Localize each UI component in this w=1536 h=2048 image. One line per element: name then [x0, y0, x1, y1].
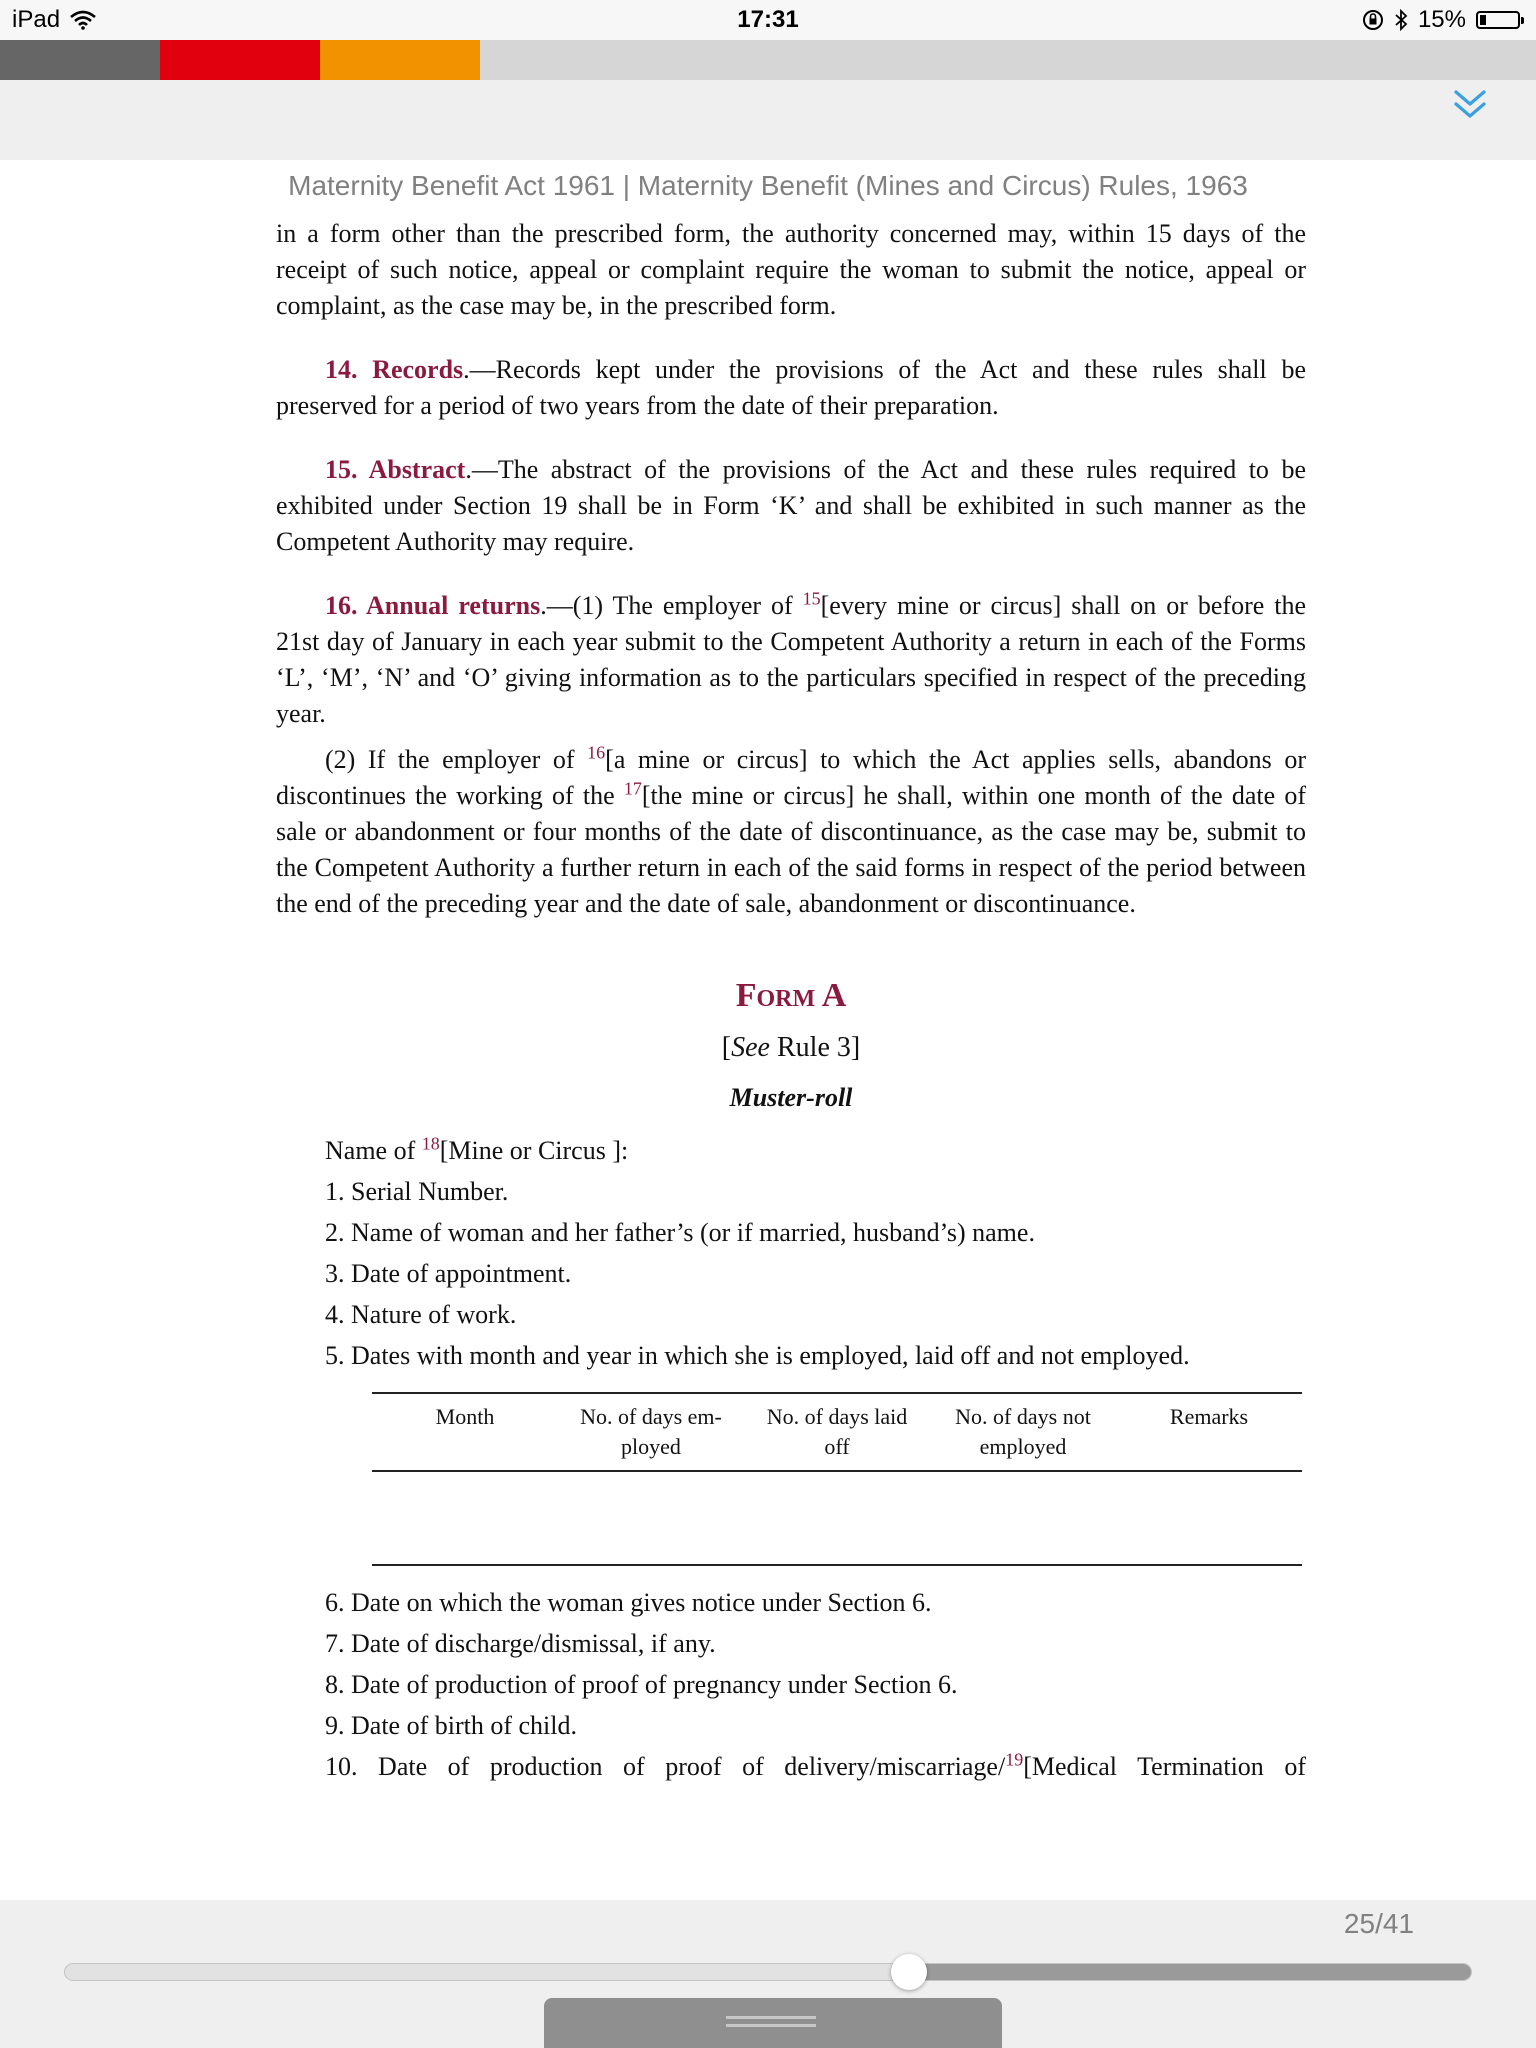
sub2-text-c: [the mine or circus] he shall, within one month of the date of sale or abandonment or four months of the date of discontinuance, as the case may be, submit to the Competent Authority a further return in each of the said forms in respect of the period between the end of the preceding year and the date of sale, abandonment or discontinuance. [276, 781, 1306, 918]
page-scrubber-knob[interactable] [891, 1954, 927, 1990]
form-subtitle: Muster-roll [729, 1083, 853, 1112]
form-items-continued [325, 1582, 1306, 1787]
muster-table-header [372, 1392, 1302, 1472]
muster-table-body [372, 1472, 1302, 1566]
rule-16-heading: 16. Annual returns [325, 591, 541, 620]
form-see-open: [ [721, 1032, 732, 1063]
column-header-month: Month [435, 1404, 495, 1429]
rule-14-text: .—Records kept under the provisions of the Act and these rules shall be preserved for a period of two years from the date of their preparation. [276, 355, 1306, 420]
form-item: 9. Date of birth of child. [325, 1711, 577, 1740]
column-header-days-laid-off: No. of days laid off [766, 1404, 908, 1459]
rule-16-text-a: .—(1) The employer of [540, 591, 803, 620]
form-item: 6. Date on which the woman gives notice under Section 6. [325, 1588, 932, 1617]
item-10-text-a: 10. Date of production of proof of delivery/miscarriage/ [325, 1752, 1006, 1781]
form-items [325, 1130, 1306, 1376]
running-header: Maternity Benefit Act 1961 | Maternity Benefit (Mines and Circus) Rules, 1963 [288, 170, 1248, 201]
form-item-10 [325, 1746, 1306, 1787]
document-content [276, 216, 1306, 1787]
rule-16-subsection-2 [276, 742, 1306, 922]
page-scrubber-fill [910, 1964, 1471, 1980]
paragraph-continuation: in a form other than the prescribed form, the authority concerned may, within 15 days of the receipt of such notice, appeal or complaint require the woman to submit the notice, appeal or complaint, as the case may be, in the prescribed form. [276, 219, 1306, 320]
item-10-text-b: [Medical Termination of [1023, 1752, 1306, 1781]
form-item: 4. Nature of work. [325, 1300, 517, 1329]
form-name-line [325, 1130, 1306, 1171]
form-item: 1. Serial Number. [325, 1177, 509, 1206]
form-item: 5. Dates with month and year in which she is employed, laid off and not employed. [325, 1341, 1190, 1370]
status-right [1362, 6, 1520, 34]
form-see: See [731, 1032, 770, 1063]
chapter-progress-strip [0, 40, 1536, 80]
rule-14 [276, 352, 1306, 424]
bluetooth-icon [1394, 9, 1408, 31]
sub2-text-a: (2) If the employer of [325, 745, 588, 774]
form-title: Form A [735, 977, 847, 1014]
page-scrubber-track[interactable] [64, 1963, 1472, 1981]
battery-icon [1476, 11, 1520, 29]
column-header-days-employed: No. of days em- ployed [580, 1404, 722, 1459]
form-item: 7. Date of discharge/dismissal, if any. [325, 1629, 716, 1658]
rule-15-text: .—The abstract of the provisions of the Act and these rules required to be exhibited under Section 19 shall be in Form ‘K’ and shall be exhibited in such manner as the Competent Authority may require. [276, 455, 1306, 556]
reader-toolbar [0, 80, 1536, 160]
form-item: 3. Date of appointment. [325, 1259, 572, 1288]
device-name: iPad [12, 6, 61, 33]
form-rule-reference [276, 1030, 1306, 1066]
page-counter: 25/41 [1343, 1908, 1414, 1939]
footnote-16-link[interactable]: 16 [587, 742, 606, 763]
form-see-rest: Rule 3] [769, 1032, 861, 1063]
rule-16 [276, 588, 1306, 732]
progress-segment-1 [0, 40, 160, 80]
double-chevron-down-icon[interactable] [1450, 88, 1490, 124]
sub2-text-b: [a mine or circus] to which the Act applies sells, abandons or discontinues the working of the [276, 745, 1306, 810]
handle-grip-line [726, 2024, 816, 2027]
handle-grip-line [726, 2016, 816, 2019]
column-header-days-not-employed: No. of days not employed [955, 1404, 1091, 1459]
form-item: 2. Name of woman and her father’s (or if married, husband’s) name. [325, 1218, 1035, 1247]
name-label-a: Name of [325, 1136, 422, 1165]
name-label-b: [Mine or Circus ]: [439, 1136, 629, 1165]
rule-14-heading: 14. Records [325, 355, 464, 384]
status-bar [0, 0, 1536, 40]
progress-segment-2 [160, 40, 320, 80]
footnote-19-link[interactable]: 19 [1005, 1749, 1024, 1770]
orientation-lock-icon [1362, 9, 1384, 31]
column-header-remarks: Remarks [1169, 1404, 1249, 1429]
rule-16-text-b: [every mine or circus] shall on or before the 21st day of January in each year submit to the Competent Authority a return in each of the Forms ‘L’, ‘M’, ‘N’ and ‘O’ giving information as to the particulars specified in respect of the preceding year. [276, 591, 1306, 728]
drawer-handle[interactable] [544, 1998, 1002, 2048]
rule-15-heading: 15. Abstract [325, 455, 466, 484]
form-item: 8. Date of production of proof of pregnancy under Section 6. [325, 1670, 958, 1699]
footnote-18-link[interactable]: 18 [421, 1133, 440, 1154]
status-time: 17:31 [737, 6, 799, 33]
progress-segment-3 [320, 40, 480, 80]
rule-15 [276, 452, 1306, 560]
footnote-17-link[interactable]: 17 [623, 778, 642, 799]
footnote-15-link[interactable]: 15 [802, 588, 821, 609]
battery-percent: 15% [1417, 6, 1466, 33]
